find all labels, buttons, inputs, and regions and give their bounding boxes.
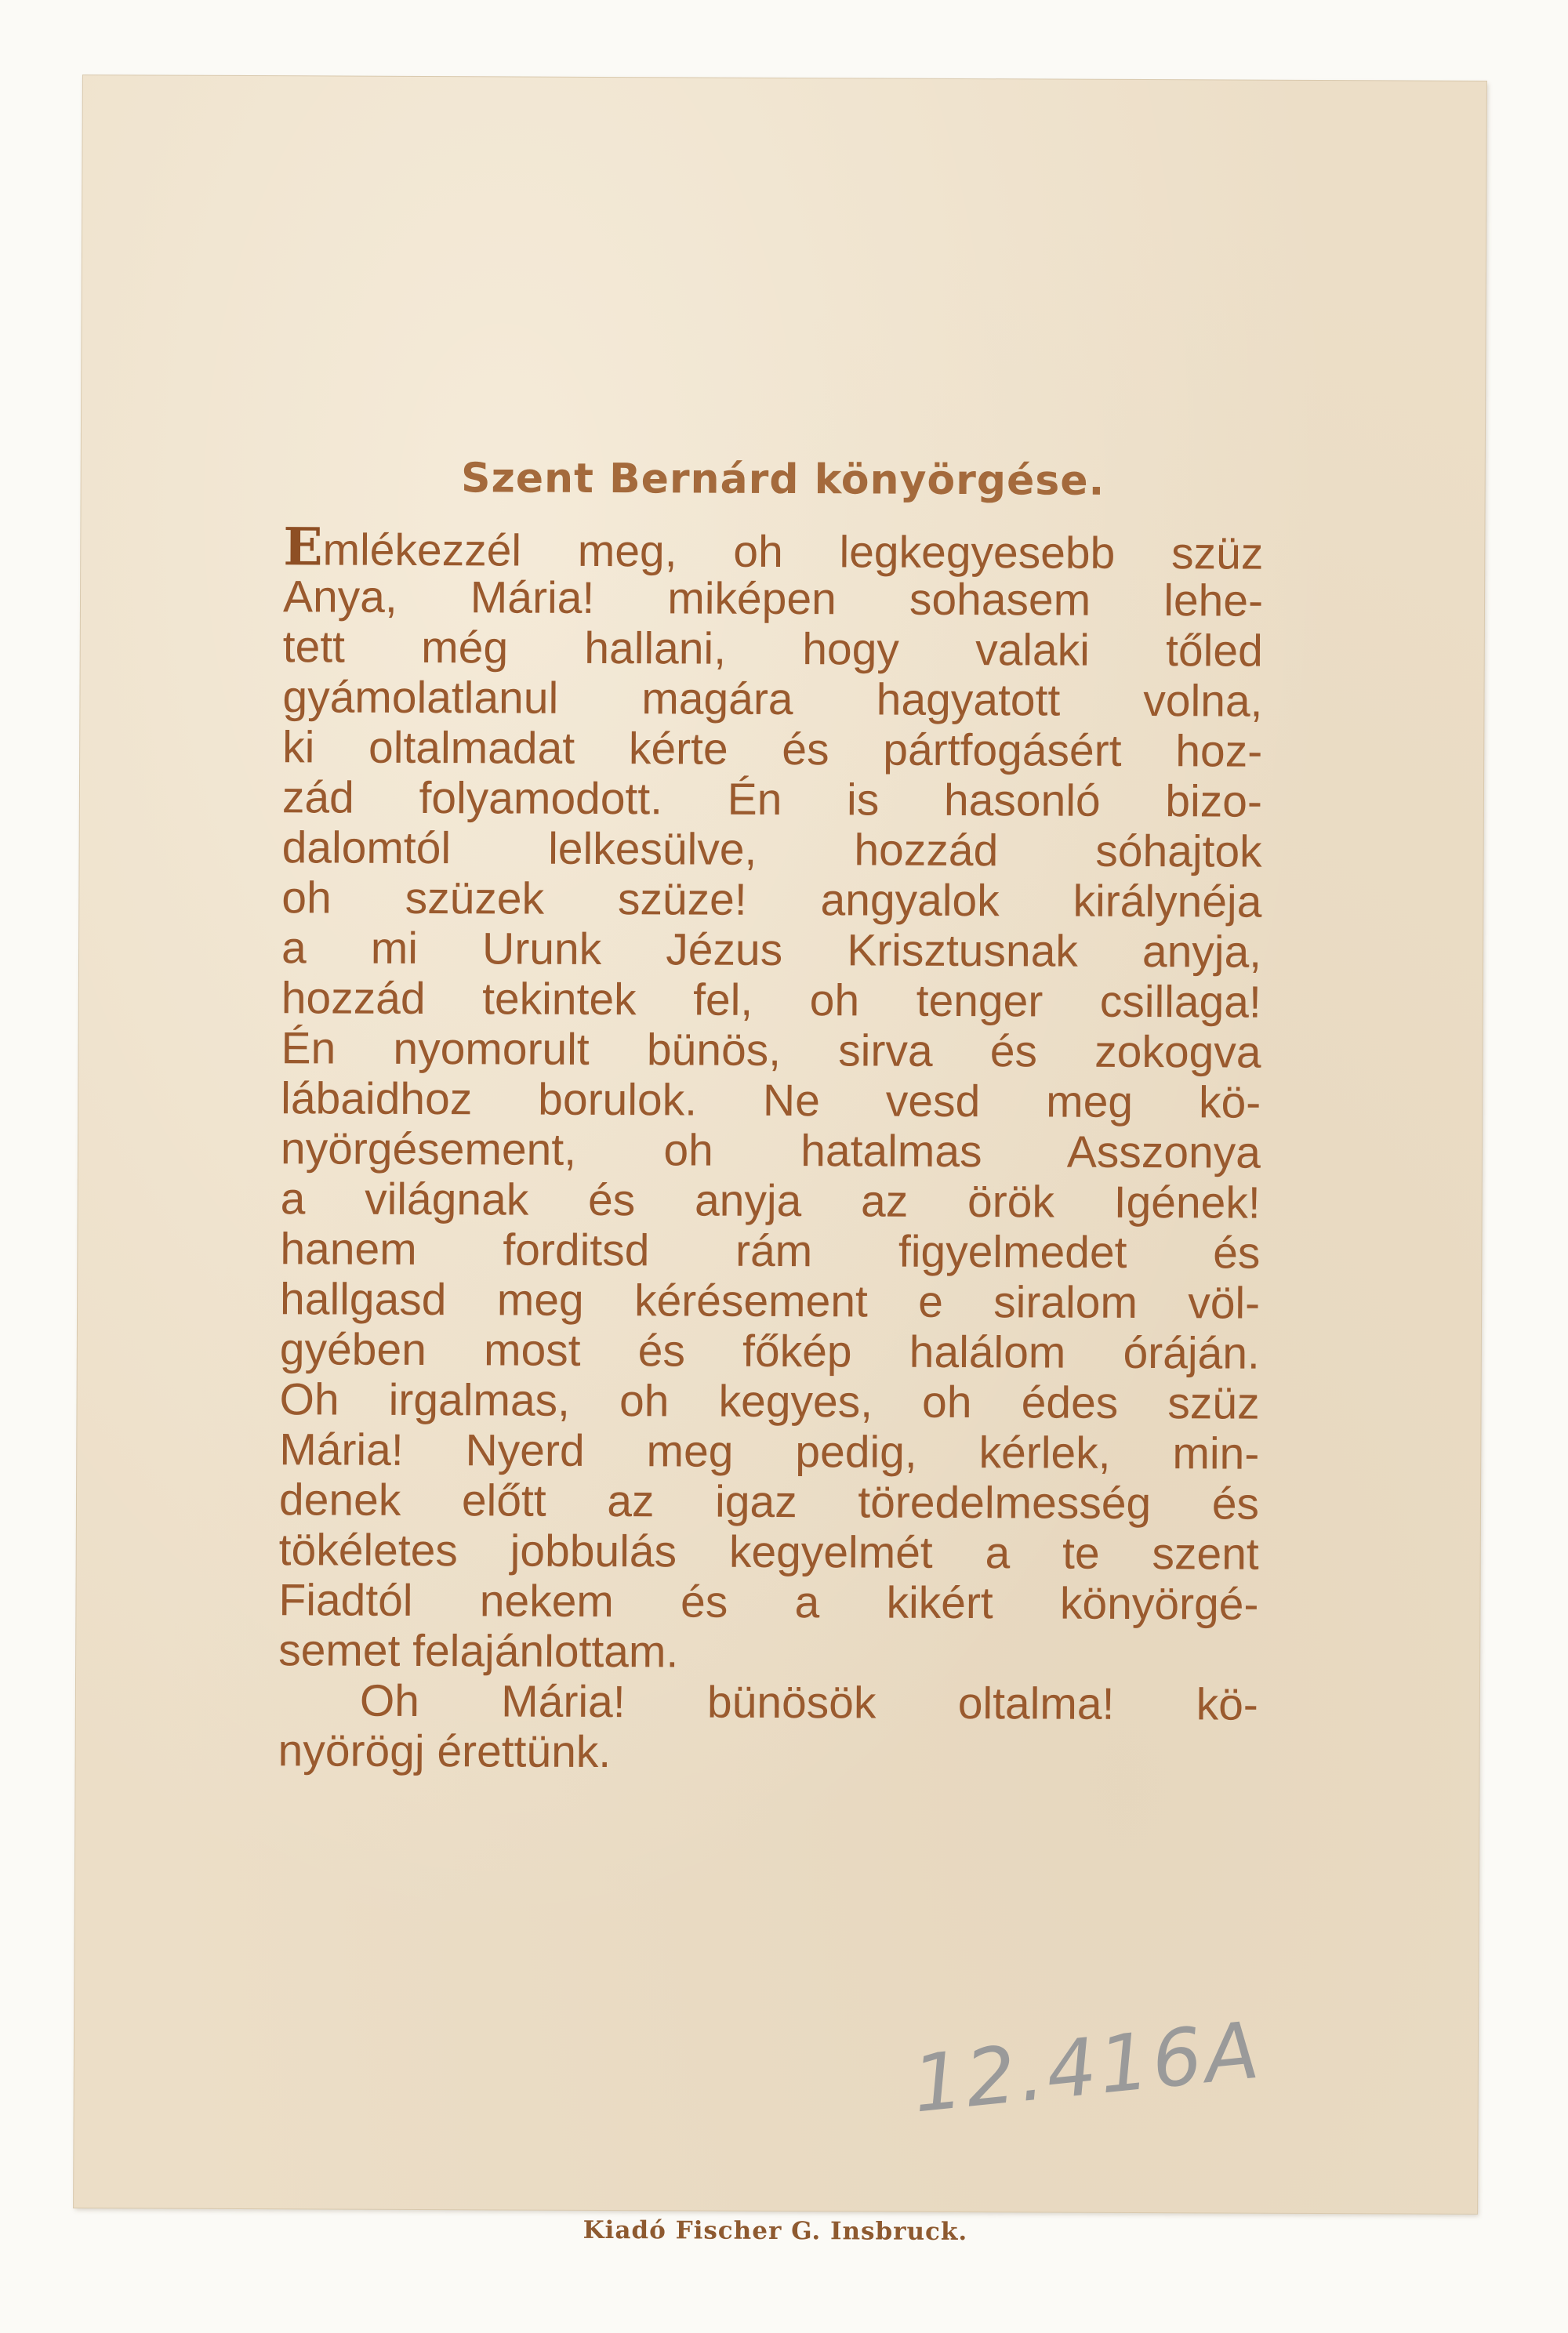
text-line: denek előtt az igaz töredelmesség és	[278, 1475, 1260, 1529]
text-line: Én nyomorult bünös, sirva és zokogva	[281, 1023, 1261, 1078]
closing-line: Oh Mária! bünösök oltalma! kö-	[359, 1675, 1259, 1730]
text-line: semet felajánlottam.	[278, 1625, 679, 1678]
decorated-initial: E	[283, 516, 323, 578]
text-line: Fiadtól nekem és a kikért könyörgé-	[278, 1575, 1259, 1630]
text-line: lábaidhoz borulok. Ne vesd meg kö-	[281, 1073, 1261, 1128]
text-line: hallgasd meg kérésement e siralom völ-	[279, 1274, 1261, 1329]
text-line: Anya, Mária! miképen sohasem lehe-	[282, 571, 1264, 626]
text-line: dalomtól lelkesülve, hozzád sóhajtok	[281, 822, 1262, 877]
text-line: hanem forditsd rám figyelmedet és	[280, 1224, 1261, 1279]
publisher-imprint: Kiadó Fischer G. Insbruck.	[583, 2215, 968, 2247]
text-line: a világnak és anyja az örök Igének!	[280, 1174, 1261, 1228]
text-line	[283, 516, 1264, 579]
text-line: tökéletes jobbulás kegyelmét a te szent	[278, 1525, 1259, 1580]
first-line-rest: mlékezzél meg, oh legkegyesebb szüz	[322, 524, 1264, 579]
text-line: tett még hallani, hogy valaki tőled	[282, 622, 1263, 677]
prayer-text	[278, 516, 1264, 1780]
text-line: gyámolatlanul magára hagyatott volna,	[282, 672, 1263, 727]
text-line: hozzád tekintek fel, oh tenger csillaga!	[281, 973, 1261, 1028]
text-line: oh szüzek szüze! angyalok királynéja	[281, 873, 1262, 927]
handwritten-catalog-number: 12.416A	[908, 2004, 1266, 2131]
text-line: gyében most és főkép halálom óráján.	[279, 1324, 1260, 1379]
text-line: ki oltalmadat kérte és pártfogásért hoz-	[282, 722, 1263, 777]
text-line: a mi Urunk Jézus Krisztusnak anyja,	[281, 923, 1262, 978]
prayer-card	[74, 75, 1486, 2247]
closing-line: nyörögj érettünk.	[278, 1725, 612, 1778]
text-line: Mária! Nyerd meg pedig, kérlek, min-	[279, 1424, 1260, 1479]
text-line: Oh irgalmas, oh kegyes, oh édes szüz	[279, 1374, 1260, 1429]
card-title: Szent Bernárd könyörgése.	[460, 455, 1105, 505]
text-line: nyörgésement, oh hatalmas Asszonya	[280, 1123, 1261, 1178]
text-line: zád folyamodott. Én is hasonló bizo-	[281, 772, 1263, 827]
